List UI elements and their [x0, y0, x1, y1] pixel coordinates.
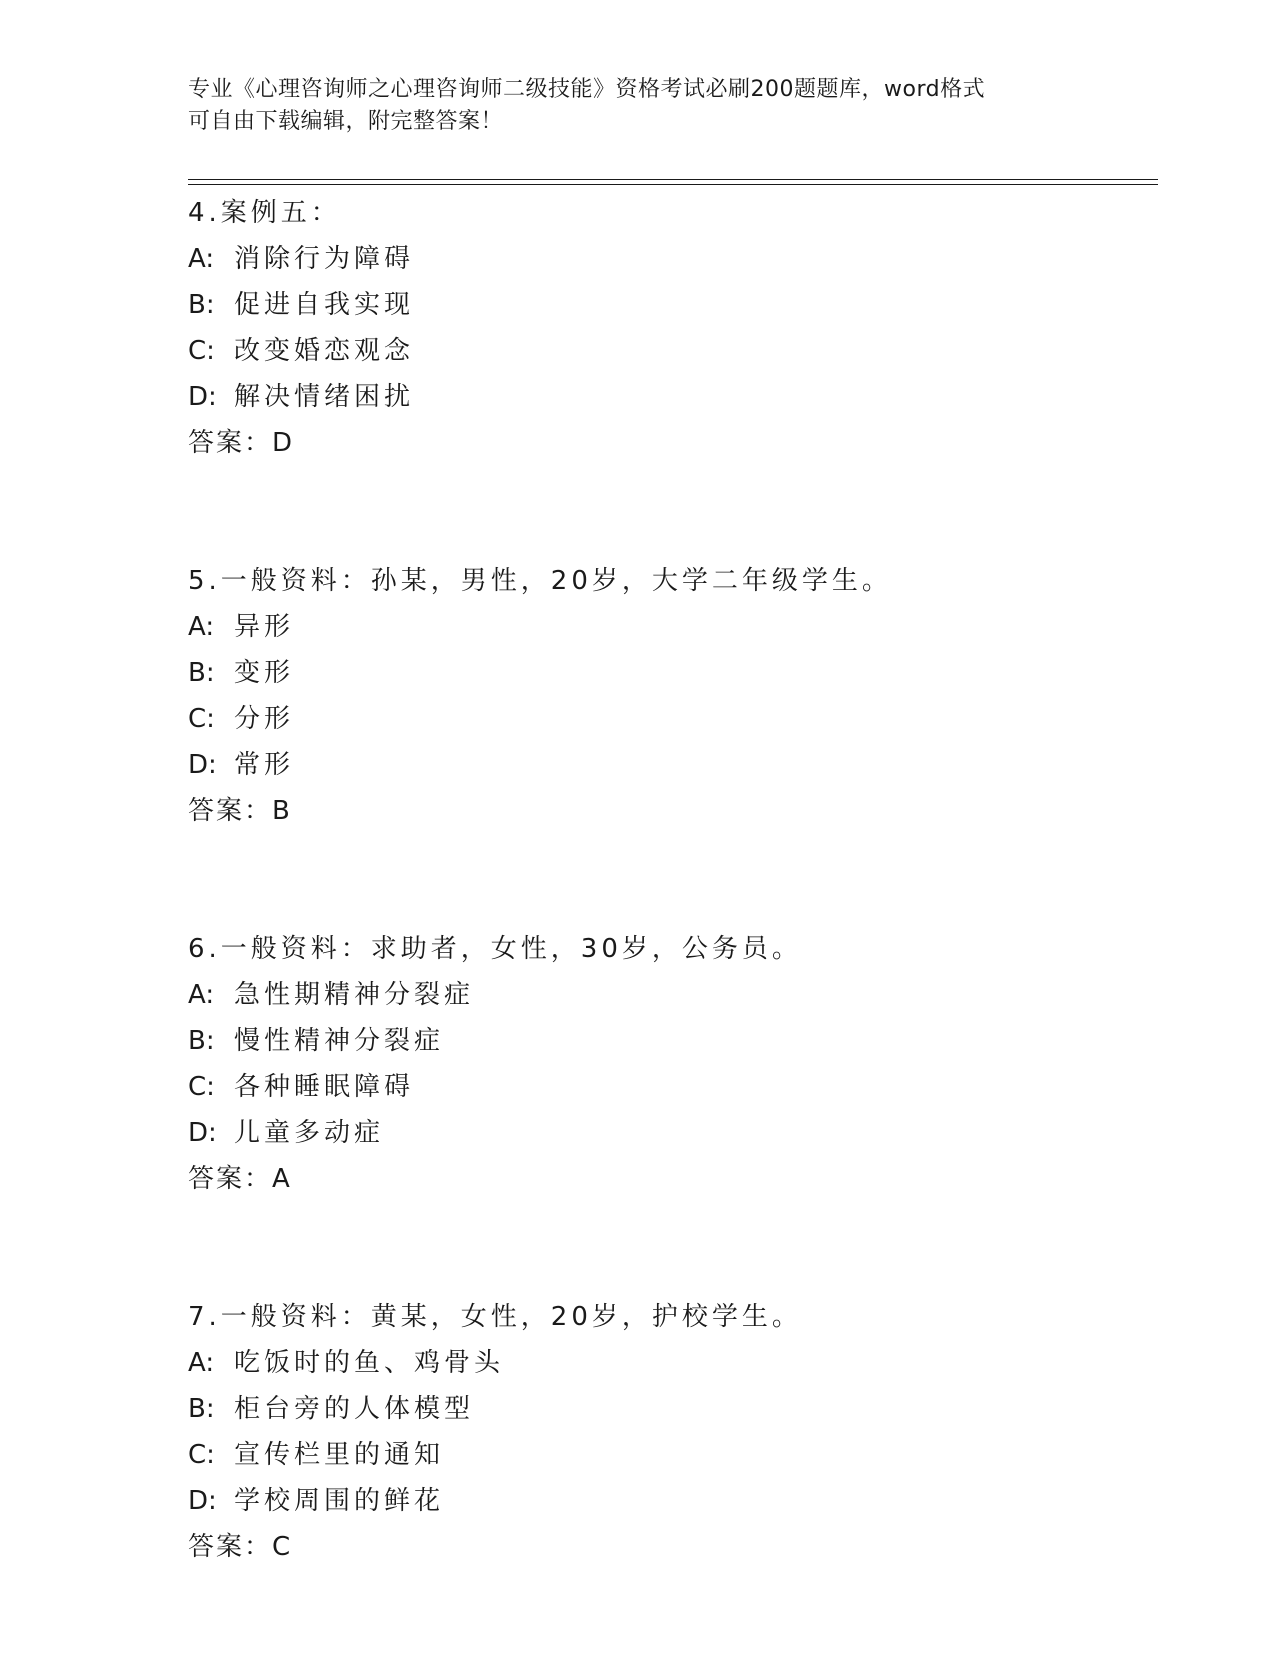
question-6: [188, 926, 1148, 1202]
option-letter: D:: [188, 1118, 217, 1148]
question-list: [188, 190, 1148, 1662]
option-letter: B:: [188, 1026, 215, 1056]
option-letter: D:: [188, 1486, 217, 1516]
question-4: [188, 190, 1148, 466]
option-letter: A:: [188, 612, 215, 642]
option-text: 宣传栏里的通知: [234, 1440, 445, 1470]
header-line-1: 专业《心理咨询师之心理咨询师二级技能》资格考试必刷200题题库，word格式: [188, 77, 986, 102]
option-letter: B:: [188, 290, 215, 320]
option-text: 变形: [234, 658, 295, 688]
option-text: 各种睡眠障碍: [234, 1072, 415, 1102]
option-letter: C:: [188, 1072, 215, 1102]
option-c: [188, 696, 1148, 742]
question-stem: 7.一般资料：黄某，女性，20岁，护校学生。: [188, 1302, 802, 1332]
option-d: [188, 1478, 1148, 1524]
option-letter: C:: [188, 336, 215, 366]
answer-line: 答案：B: [188, 796, 292, 826]
question-7: [188, 1294, 1148, 1570]
option-a: [188, 236, 1148, 282]
option-b: [188, 1386, 1148, 1432]
option-letter: B:: [188, 658, 215, 688]
question-stem: 5.一般资料：孙某，男性，20岁，大学二年级学生。: [188, 566, 892, 596]
option-d: [188, 1110, 1148, 1156]
option-letter: A:: [188, 980, 215, 1010]
option-d: [188, 742, 1148, 788]
option-letter: C:: [188, 1440, 215, 1470]
option-c: [188, 328, 1148, 374]
option-b: [188, 1018, 1148, 1064]
option-text: 常形: [234, 750, 295, 780]
option-c: [188, 1432, 1148, 1478]
option-letter: D:: [188, 750, 217, 780]
option-b: [188, 282, 1148, 328]
document-header: [188, 74, 1088, 138]
option-letter: A:: [188, 244, 215, 274]
option-text: 促进自我实现: [234, 290, 415, 320]
option-text: 慢性精神分裂症: [234, 1026, 445, 1056]
question-stem: 6.一般资料：求助者，女性，30岁，公务员。: [188, 934, 802, 964]
question-stem: 4.案例五：: [188, 198, 341, 228]
header-rule-top: [188, 179, 1158, 180]
option-text: 学校周围的鲜花: [234, 1486, 445, 1516]
answer-line: 答案：C: [188, 1532, 293, 1562]
option-text: 急性期精神分裂症: [234, 980, 475, 1010]
answer-line: 答案：D: [188, 428, 295, 458]
option-letter: C:: [188, 704, 215, 734]
option-letter: D:: [188, 382, 217, 412]
option-d: [188, 374, 1148, 420]
option-text: 柜台旁的人体模型: [234, 1394, 475, 1424]
option-a: [188, 1340, 1148, 1386]
header-line-2: 可自由下载编辑，附完整答案！: [188, 109, 504, 134]
option-text: 改变婚恋观念: [234, 336, 415, 366]
option-b: [188, 650, 1148, 696]
option-a: [188, 604, 1148, 650]
option-text: 分形: [234, 704, 295, 734]
option-letter: A:: [188, 1348, 215, 1378]
option-text: 消除行为障碍: [234, 244, 415, 274]
option-c: [188, 1064, 1148, 1110]
option-a: [188, 972, 1148, 1018]
answer-line: 答案：A: [188, 1164, 292, 1194]
question-5: [188, 558, 1148, 834]
option-text: 吃饭时的鱼、鸡骨头: [234, 1348, 505, 1378]
option-text: 解决情绪困扰: [234, 382, 415, 412]
option-letter: B:: [188, 1394, 215, 1424]
option-text: 异形: [234, 612, 295, 642]
option-text: 儿童多动症: [234, 1118, 385, 1148]
header-rule-bottom: [188, 184, 1158, 185]
